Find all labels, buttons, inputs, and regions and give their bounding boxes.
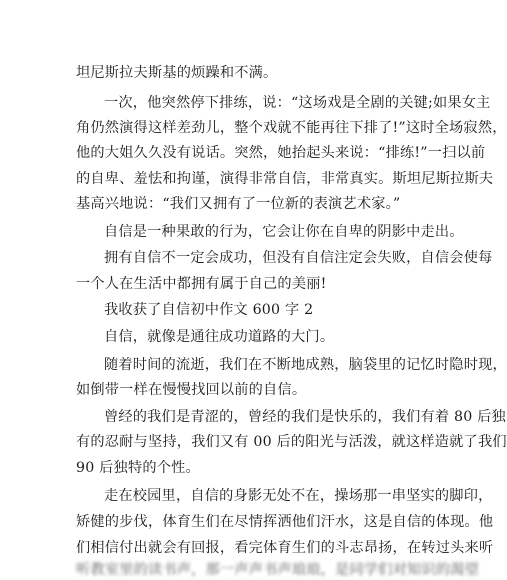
text-line-4: 他的大姐久久没有说话。突然，她抬起头来说：“排练!”一扫以前 [76, 145, 486, 161]
text-line-17: 走在校园里，自信的身影无处不在，操场那一串坚实的脚印， [104, 488, 493, 504]
text-line-15: 有的忍耐与坚持，我们又有 00 后的阳光与活泼，就这样造就了我们 [76, 434, 507, 450]
text-line-6: 基高兴地说：“我们又拥有了一位新的表演艺术家。” [76, 196, 401, 212]
text-line-11: 自信，就像是通往成功道路的大门。 [104, 329, 335, 345]
text-line-2: 一次，他突然停下排练，说：“这场戏是全剧的关键;如果女主 [104, 95, 491, 111]
text-line-9: 一个人在生活中都拥有属于自己的美丽! [76, 276, 327, 292]
text-line-5: 的自卑、羞怯和拘谨，演得非常自信，非常真实。斯坦尼斯拉斯夫 [76, 171, 494, 187]
text-line-8: 拥有自信不一定会成功，但没有自信注定会失败，自信会使每 [104, 250, 493, 266]
text-line-14: 曾经的我们是青涩的，曾经的我们是快乐的，我们有着 80 后独 [104, 409, 506, 425]
text-line-1: 坦尼斯拉夫斯基的烦躁和不满。 [76, 65, 278, 81]
text-line-19: 们相信付出就会有回报，看完体育生们的斗志昂扬，在转过头来听 [76, 540, 494, 556]
text-line-16: 90 后独特的个性。 [76, 460, 200, 476]
text-line-20: 听教室里的读书声，那一声声书声琅琅，是同学们对知识的渴望 [76, 562, 479, 578]
text-line-18: 矫健的步伐，体育生们在尽情挥洒他们汗水，这是自信的体现。他 [76, 514, 494, 530]
text-line-7: 自信是一种果敢的行为，它会让你在自卑的阴影中走出。 [104, 224, 464, 240]
text-line-3: 角仍然演得这样差劲儿，整个戏就不能再往下排了!”这时全场寂然， [76, 120, 507, 136]
text-line-13: 如倒带一样在慢慢找回以前的自信。 [76, 382, 307, 398]
essay-heading: 我收获了自信初中作文 600 字 2 [104, 302, 314, 318]
text-line-12: 随着时间的流逝，我们在不断地成熟，脑袋里的记忆时隐时现， [104, 357, 507, 373]
